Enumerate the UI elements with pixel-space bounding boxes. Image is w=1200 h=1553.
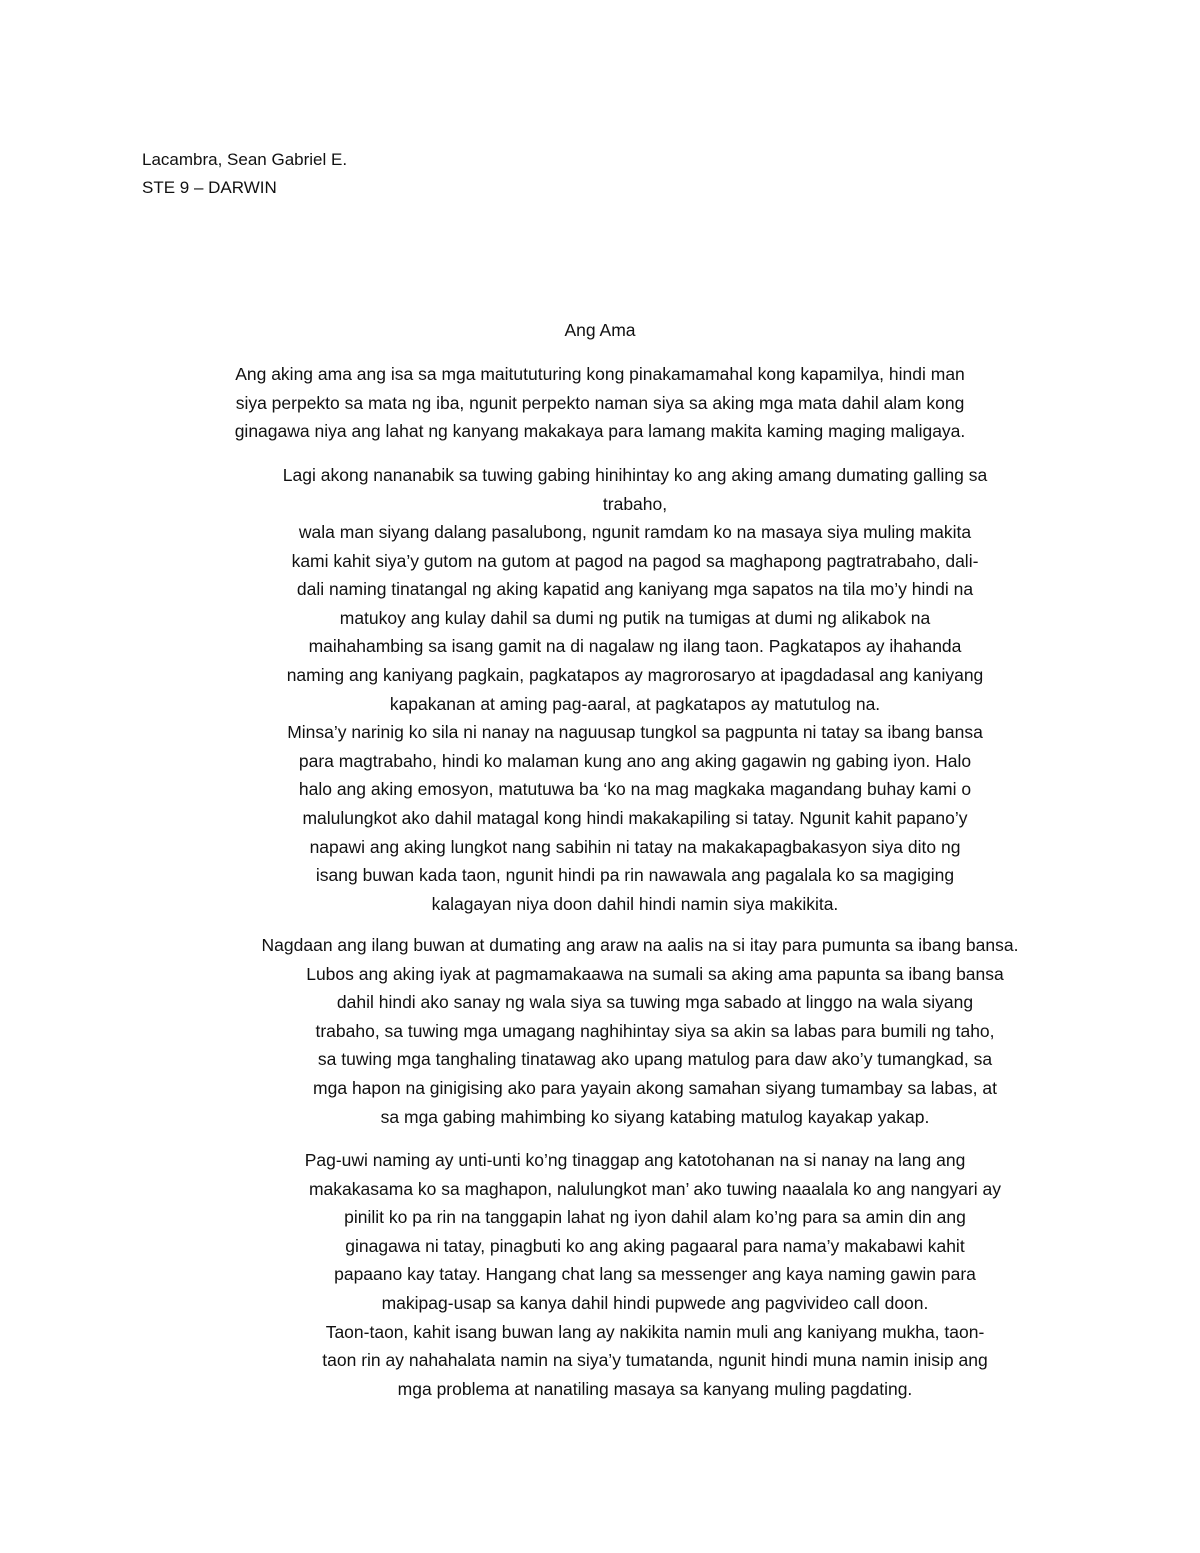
text-line: mga problema at nanatiling masaya sa kanyang muling pagdating.: [397, 1378, 913, 1399]
text-line: Taon-taon, kahit isang buwan lang ay nakikita namin muli ang kaniyang mukha, taon-: [325, 1321, 985, 1342]
text-line: Lagi akong nananabik sa tuwing gabing hinihintay ko ang aking amang dumating galling sa: [282, 465, 988, 485]
text-line: papaano kay tatay. Hangang chat lang sa messenger ang kaya naming gawin para: [334, 1264, 976, 1285]
text-line: matukoy ang kulay dahil sa dumi ng putik na tumigas at dumi ng alikabok na: [339, 607, 931, 628]
text-line: kalagayan niya doon dahil hindi namin siya makikita.: [431, 893, 839, 914]
text-line: Pag-uwi naming ay unti-unti ko’ng tinaggap ang katotohanan na si nanay na lang ang: [304, 1150, 966, 1170]
text-line: Minsa’y narinig ko sila ni nanay na naguusap tungkol sa pagpunta ni tatay sa ibang bansa: [287, 722, 983, 743]
text-line: dahil hindi ako sanay ng wala siya sa tuwing mga sabado at linggo na wala siyang: [336, 992, 974, 1013]
text-line: sa tuwing mga tanghaling tinatawag ako upang matulog para daw ako’y tumangkad, sa: [317, 1049, 993, 1070]
text-line: wala man siyang dalang pasalubong, ngunit ramdam ko na masaya siya muling makita: [298, 522, 972, 542]
text-line: naming ang kaniyang pagkain, pagkatapos ay magrorosaryo at ipagdadasal ang kaniyang: [286, 664, 984, 685]
text-line: dali naming tinatangal ng aking kapatid ang kaniyang mga sapatos na tila mo’y hindi na: [296, 579, 974, 600]
text-line: Nagdaan ang ilang buwan at dumating ang araw na aalis na si itay para pumunta sa ibang bansa.: [261, 935, 1019, 955]
text-line: pinilit ko pa rin na tanggapin lahat ng iyon dahil alam ko’ng para sa amin din ang: [344, 1207, 966, 1228]
text-line: trabaho, sa tuwing mga umagang naghihintay siya sa akin sa labas para bumili ng taho,: [315, 1020, 995, 1041]
text-line: makipag-usap sa kanya dahil hindi pupwede ang pagvivideo call doon.: [381, 1292, 929, 1313]
text-line: Ang aking ama ang isa sa mga maitututuring kong pinakamamahal kong kapamilya, hindi man: [235, 364, 965, 384]
text-line: maihahambing sa isang gamit na di nagalaw ng ilang taon. Pagkatapos ay ihahanda: [308, 636, 962, 657]
text-line: siya perpekto sa mata ng iba, ngunit perpekto naman siya sa aking mga mata dahil alam kong: [235, 392, 965, 413]
text-line: halo ang aking emosyon, matutuwa ba ‘ko na mag magkaka magandang buhay kami o: [298, 779, 972, 800]
class-section: STE 9 – DARWIN: [142, 178, 277, 197]
text-line: trabaho,: [602, 493, 668, 514]
paragraph-5-continued: [240, 1175, 1070, 1404]
text-line: makakasama ko sa maghapon, nalulungkot man’ ako tuwing naaalala ko ang nangyari ay: [308, 1178, 1001, 1199]
paragraph-1: [120, 360, 1080, 446]
essay-title: Ang Ama: [564, 320, 636, 340]
author-header: [142, 146, 347, 202]
text-line: sa mga gabing mahimbing ko siyang katabing matulog kayakap yakap.: [380, 1106, 930, 1127]
author-name: Lacambra, Sean Gabriel E.: [142, 150, 348, 169]
paragraph-3: [240, 518, 1030, 918]
text-line: taon rin ay nahahalata namin na siya’y tumatanda, ngunit hindi muna namin inisip ang: [322, 1350, 988, 1371]
text-line: napawi ang aking lungkot nang sabihin ni tatay na makakapagbakasyon siya dito ng: [309, 836, 961, 857]
paragraph-4-continued: [240, 960, 1070, 1132]
text-line: isang buwan kada taon, ngunit hindi pa rin nawawala ang pagalala ko sa magiging: [315, 865, 955, 886]
text-line: para magtrabaho, hindi ko malaman kung ano ang aking gagawin ng gabing iyon. Halo: [298, 750, 972, 771]
text-line: kapakanan at aming pag-aaral, at pagkatapos ay matutulog na.: [389, 693, 881, 714]
text-line: kami kahit siya’y gutom na gutom at pagod na pagod sa maghapong pagtratrabaho, dali-: [291, 550, 979, 571]
text-line: ginagawa ni tatay, pinagbuti ko ang aking pagaaral para nama’y makabawi kahit: [345, 1235, 965, 1256]
text-line: Lubos ang aking iyak at pagmamakaawa na sumali sa aking ama papunta sa ibang bansa: [306, 963, 1004, 984]
text-line: ginagawa niya ang lahat ng kanyang makakaya para lamang makita kaming maging maligaya.: [234, 421, 966, 442]
text-line: malulungkot ako dahil matagal kong hindi makakapiling si tatay. Ngunit kahit papano’y: [302, 807, 968, 828]
paragraph-5: [140, 1146, 1130, 1175]
text-line: mga hapon na ginigising ako para yayain akong samahan siyang tumambay sa labas, at: [313, 1077, 997, 1098]
paragraph-4: [110, 931, 1170, 960]
paragraph-2: [140, 461, 1130, 518]
